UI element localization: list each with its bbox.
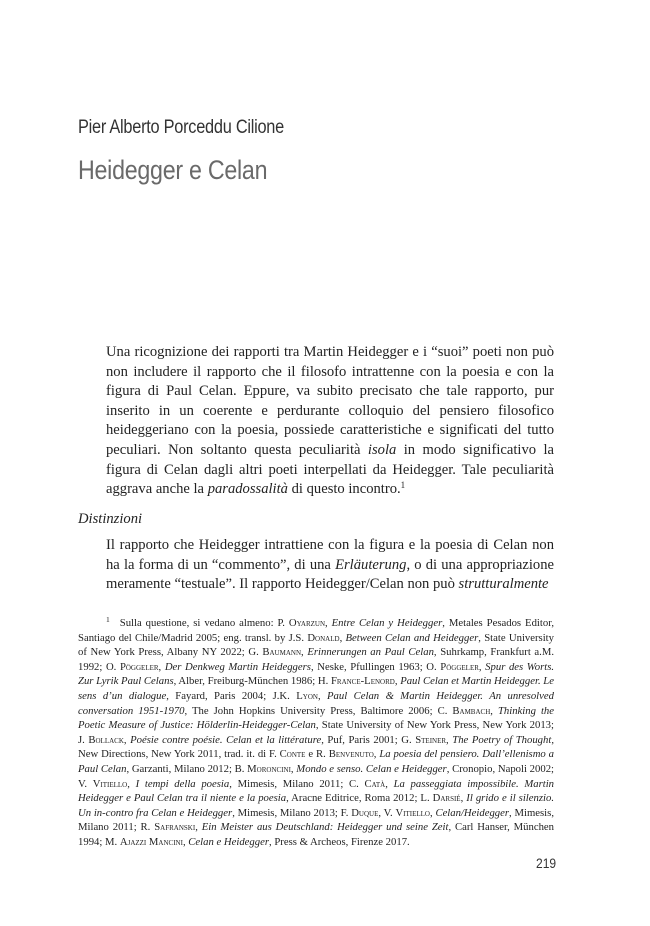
paragraph-distinzioni: Il rapporto che Heidegger intrattiene con la figura e la poesia di Celan non ha la forma di un “commento”, di una Erläuterung, o di una appropriazione meramente “testuale”. Il rapporto Heidegger/Celan non può strutturalmente xyxy=(106,537,554,593)
footnote-1: $^1$ Sulla questione, si vedano almeno: P. Oyarzun, Entre Celan y Heidegger, Metales Pesados Editor, Santiago del Chile/Madrid 2005; eng. transl. by J.S. Donald, Between Celan and Heidegger, State University of New York Press, Albany NY 2022; G. Baumann, Erinnerungen an Paul Celan, Suhrkamp, Frankfurt a.M. 1992; O. Pöggeler, Der Denkweg Martin Heideggers, Neske, Pfullingen 1963; O. Pöggeler, Spur des Worts. Zur Lyrik Paul Celans, Alber, Freiburg-München 1986; H. France-Lenord, Paul Celan et Martin Heidegger. Le sens d’un dialogue, Fayard, Paris 2004; J.K. Lyon, Paul Celan & Martin Heidegger. An unresolved conversation 1951-1970, The John Hopkins University Press, Baltimore 2006; C. Bambach, Thinking the Poetic Measure of Justice: Hölderlin-Heidegger-Celan, State University of New York Press, New York 2013; J. Bollack, Poésie contre poésie. Celan et la littérature, Puf, Paris 2001; G. Steiner, The Poetry of Thought, New Directions, New York 2011, trad. it. di F. Conte e R. Benvenuto, La poesia del pensiero. Dall’ellenismo a Paul Celan, Garzanti, Milano 2012; B. Moroncini, Mondo e senso. Celan e Heidegger, Cronopio, Napoli 2002; V. Vitiello, I tempi della poesia, Mimesis, Milano 2011; C. Catà, La passeggiata impossibile. Martin Heidegger e Paul Celan tra il niente e la poesia, Aracne Editrice, Roma 2012; L. Darsié, Il grido e il silenzio. Un in-contro fra Celan e Heidegger, Mimesis, Milano 2013; F. Duque, V. Vitiello, Celan/Heidegger, Mimesis, Milano 2011; R. Safranski, Ein Meister aus Deutschland: Heidegger und seine Zeit, Carl Hanser, München 1994; M. Ajazzi Mancini, Celan e Heidegger, Press & Archeos, Firenze 2017. xyxy=(78,615,555,848)
page-number: 219 xyxy=(536,855,557,871)
section-heading: Distinzioni xyxy=(78,511,143,527)
author-name: Pier Alberto Porceddu Cilione xyxy=(78,117,284,138)
footnote-block xyxy=(78,616,554,850)
footnote-reference[interactable]: 1 xyxy=(400,480,406,491)
chapter-title: Heidegger e Celan xyxy=(78,155,268,185)
paragraph-intro: Una ricognizione dei rapporti tra Martin Heidegger e i “suoi” poeti non può non includere il rapporto che il filosofo intrattenne con la poesia e con la figura di Paul Celan. Eppure, va subito precisato che tale rapporto, pur inserito in un coerente e perdurante colloquio del pensiero filosofico heideggeriano con la poesia, possiede caratteristiche e significati del tutto peculiari. Non soltanto questa peculiarità isola in modo significativo la figura di Celan dagli altri poeti interpellati da Heidegger. Tale peculiarità aggrava anche la paradossalità di questo incontro.$^1$ xyxy=(106,344,554,498)
footnote-number: 1 xyxy=(106,615,110,624)
